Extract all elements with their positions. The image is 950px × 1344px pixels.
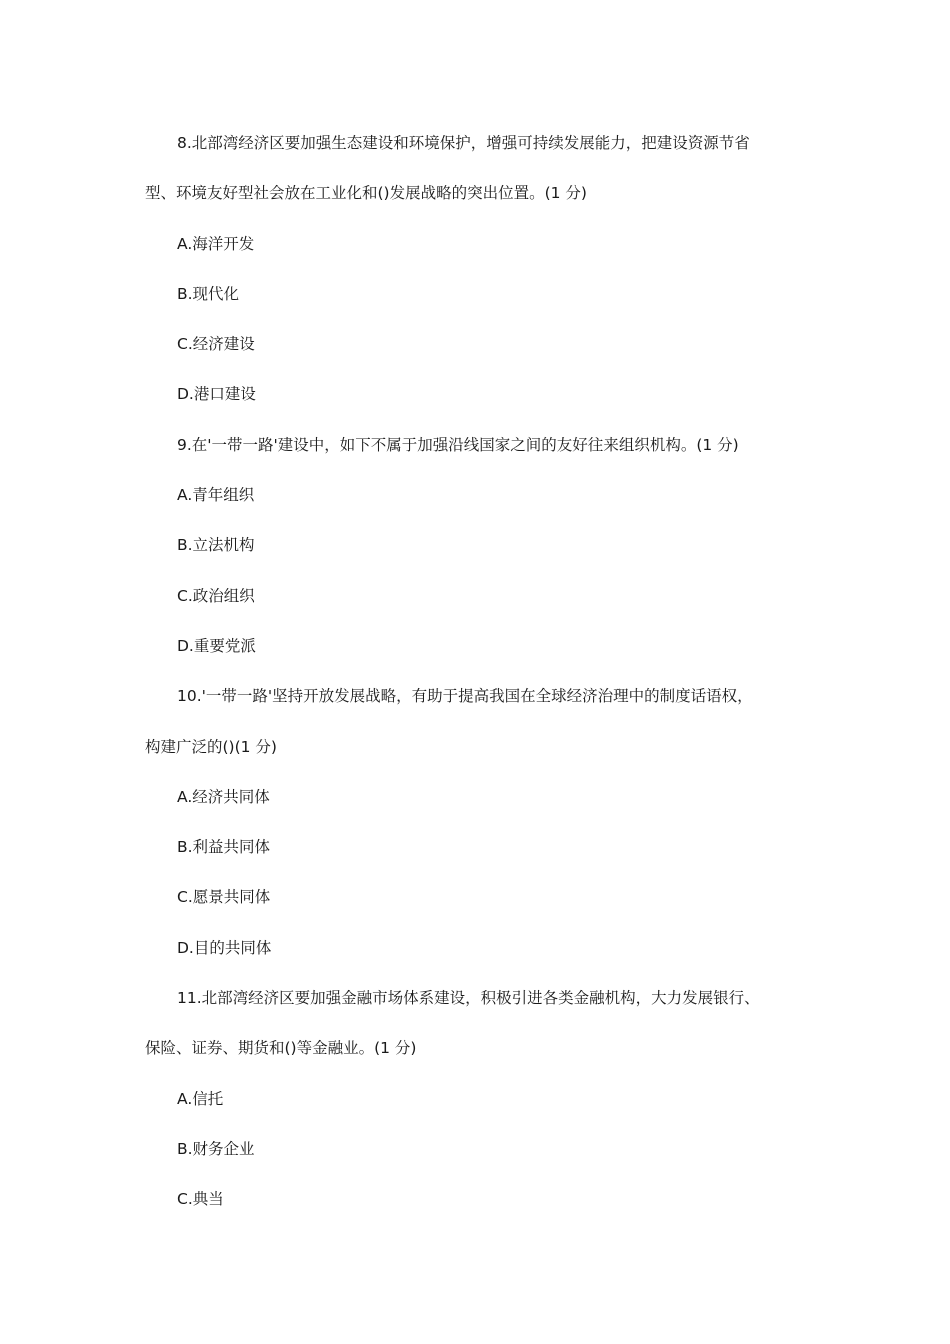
- question-10-text-line-1: 10.'一带一路'坚持开放发展战略，有助于提高我国在全球经济治理中的制度话语权，: [177, 687, 753, 706]
- question-8-option-b: B.现代化: [177, 284, 240, 303]
- question-11-option-a: A.信托: [177, 1089, 224, 1108]
- question-10-option-a: A.经济共同体: [177, 787, 270, 806]
- question-9-option-a: A.青年组织: [177, 486, 255, 505]
- question-8-option-a: A.海洋开发: [177, 234, 255, 253]
- question-10-option-b: B.利益共同体: [177, 838, 271, 857]
- question-9-option-c: C.政治组织: [177, 586, 255, 605]
- question-8-option-c: C.经济建设: [177, 335, 255, 354]
- question-10-option-d: D.目的共同体: [177, 938, 272, 957]
- question-11-option-b: B.财务企业: [177, 1139, 255, 1158]
- question-11-text-line-2: 保险、证券、期货和()等金融业。(1 分): [145, 1039, 417, 1058]
- question-8-option-d: D.港口建设: [177, 385, 256, 404]
- question-11-text-line-1: 11.北部湾经济区要加强金融市场体系建设，积极引进各类金融机构，大力发展银行、: [177, 989, 760, 1008]
- question-8-text-line-1: 8.北部湾经济区要加强生态建设和环境保护，增强可持续发展能力，把建设资源节省: [177, 134, 750, 152]
- question-8-text-line-2: 型、环境友好型社会放在工业化和()发展战略的突出位置。(1 分): [145, 184, 587, 203]
- question-10-text-line-2: 构建广泛的()(1 分): [145, 737, 277, 756]
- question-11-option-c: C.典当: [177, 1190, 224, 1209]
- question-9-option-b: B.立法机构: [177, 536, 255, 555]
- question-list: [145, 118, 815, 1225]
- question-9-option-d: D.重要党派: [177, 636, 256, 655]
- question-9-text-line-1: 9.在'一带一路'建设中，如下不属于加强沿线国家之间的友好往来组织机构。(1 分): [177, 435, 739, 454]
- question-10-option-c: C.愿景共同体: [177, 888, 271, 907]
